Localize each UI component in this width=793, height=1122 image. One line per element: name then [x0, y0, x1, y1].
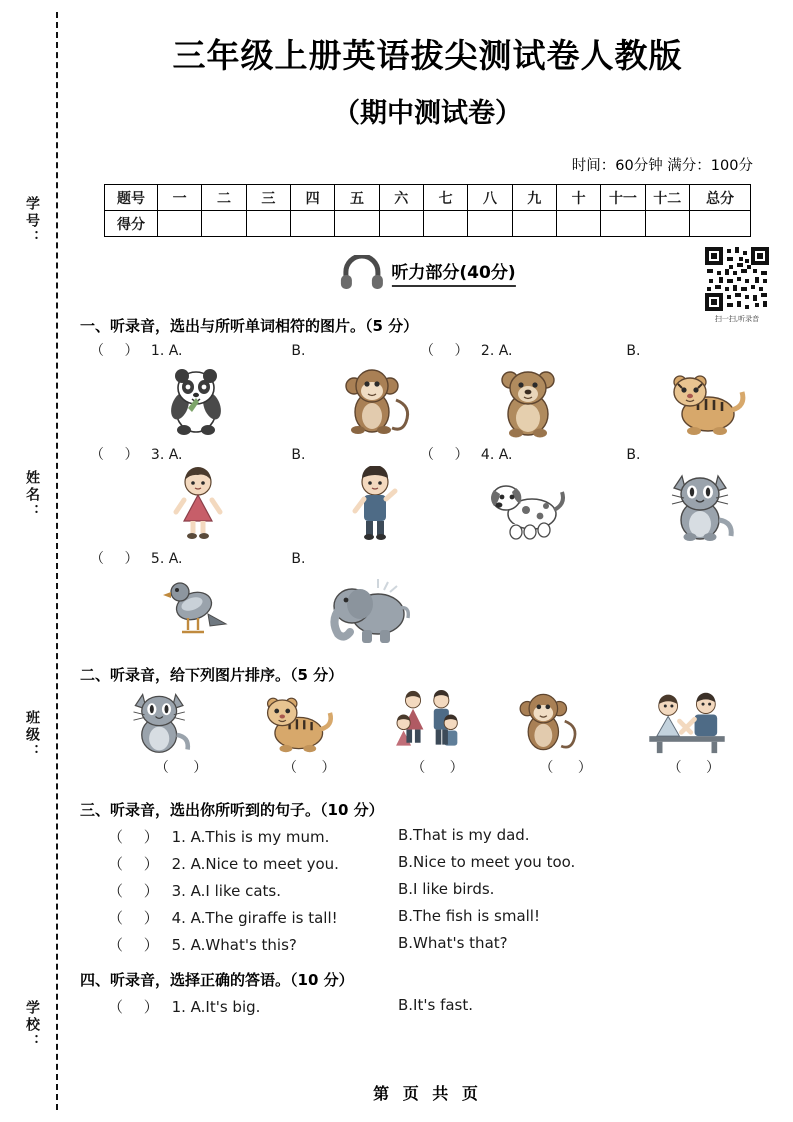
- margin-label-student-id: 学号：: [24, 196, 40, 247]
- col-total: 总分: [690, 185, 751, 211]
- score-cell-11[interactable]: [601, 211, 645, 237]
- section-3-heading: 三、听录音，选出你所听到的句子。（10 分）: [80, 801, 384, 819]
- option-b[interactable]: B.Nice to meet you too.: [398, 853, 576, 871]
- qr-caption: 扫一扫,听录音: [714, 315, 760, 323]
- option-b-label[interactable]: B.: [291, 551, 306, 567]
- option-a-label[interactable]: A.: [498, 447, 513, 463]
- margin-label-school: 学校：: [24, 1000, 40, 1051]
- dashed-fold-line: [56, 12, 58, 1110]
- option-a[interactable]: [108, 907, 398, 928]
- col-10: 十: [556, 185, 600, 211]
- question-5-pictures: [90, 568, 420, 646]
- question-number: 2.: [171, 855, 186, 873]
- section-1-row-2: [90, 444, 793, 542]
- option-a-text[interactable]: A.What's this?: [190, 936, 297, 954]
- section-4-item-1: [108, 996, 793, 1017]
- picture-dog: [480, 464, 576, 542]
- option-b[interactable]: B.What's that?: [398, 934, 508, 952]
- section-1-heading: 一、听录音，选出与所听单词相符的图片。（5 分）: [80, 317, 419, 335]
- option-a[interactable]: [108, 934, 398, 955]
- question-4: [420, 444, 750, 542]
- exam-page: [62, 0, 793, 1122]
- question-number: 4.: [171, 909, 186, 927]
- col-9: 九: [512, 185, 556, 211]
- answer-blank[interactable]: （ ）: [90, 343, 147, 359]
- picture-bear: [484, 360, 574, 438]
- question-1: [90, 340, 420, 438]
- option-b-label[interactable]: B.: [626, 343, 641, 359]
- question-1-labels: [90, 340, 420, 360]
- picture-cat: [126, 689, 246, 755]
- question-5: [90, 548, 420, 646]
- option-b-label[interactable]: B.: [626, 447, 641, 463]
- margin-label-class: 班级：: [24, 710, 40, 761]
- option-a-text[interactable]: A.It's big.: [190, 998, 261, 1016]
- option-b-label[interactable]: B.: [291, 447, 306, 463]
- score-cell-1[interactable]: [158, 211, 202, 237]
- question-number: 1.: [171, 998, 186, 1016]
- score-table: [104, 184, 751, 237]
- score-cell-4[interactable]: [290, 211, 334, 237]
- section-3-item-3: [108, 880, 793, 901]
- question-3-pictures: [90, 464, 420, 542]
- question-number: 3.: [171, 882, 186, 900]
- row-label-score: 得分: [105, 211, 158, 237]
- picture-girl: [152, 464, 243, 542]
- qr-code-block[interactable]: [699, 245, 775, 324]
- picture-two-boys: [639, 689, 759, 755]
- question-number: 5.: [150, 551, 165, 567]
- score-cell-6[interactable]: [379, 211, 423, 237]
- picture-panda: [150, 360, 241, 438]
- picture-monkey: [511, 689, 631, 755]
- question-number: 4.: [480, 447, 495, 463]
- question-2: [420, 340, 750, 438]
- section-3-item-2: [108, 853, 793, 874]
- table-row-header: [105, 185, 751, 211]
- col-11: 十一: [601, 185, 645, 211]
- question-3: [90, 444, 420, 542]
- col-7: 七: [423, 185, 467, 211]
- question-5-labels: [90, 548, 420, 568]
- answer-blank[interactable]: （ ）: [108, 998, 167, 1016]
- margin-label-name: 姓名：: [24, 470, 40, 521]
- table-row-score: [105, 211, 751, 237]
- score-cell-2[interactable]: [202, 211, 246, 237]
- left-margin: [0, 0, 62, 1122]
- picture-boy: [329, 464, 420, 542]
- score-cell-3[interactable]: [246, 211, 290, 237]
- listening-banner: [62, 251, 793, 323]
- exam-meta: 时间：60分钟 满分：100分: [571, 158, 753, 174]
- qr-code-icon[interactable]: [703, 245, 771, 313]
- option-a-label[interactable]: A.: [168, 343, 183, 359]
- question-number: 1.: [150, 343, 165, 359]
- question-4-pictures: [420, 464, 750, 542]
- score-cell-10[interactable]: [556, 211, 600, 237]
- answer-blank[interactable]: （ ）: [420, 343, 477, 359]
- section-4-heading: 四、听录音，选择正确的答语。（10 分）: [80, 971, 354, 989]
- answer-blank[interactable]: （ ）: [108, 882, 167, 900]
- question-3-labels: [90, 444, 420, 464]
- col-1: 一: [158, 185, 202, 211]
- answer-blank[interactable]: （ ）: [108, 828, 167, 846]
- score-cell-5[interactable]: [335, 211, 379, 237]
- question-number: 3.: [150, 447, 165, 463]
- page-title: 三年级上册英语拔尖测试卷人教版: [172, 36, 683, 75]
- picture-cat: [654, 464, 750, 542]
- option-a[interactable]: [108, 996, 398, 1017]
- answer-blank[interactable]: （ ）: [420, 447, 477, 463]
- section-2-answer-boxes: [122, 757, 763, 777]
- option-a[interactable]: [108, 853, 398, 874]
- answer-blank[interactable]: （ ）: [90, 551, 147, 567]
- question-4-labels: [420, 444, 750, 464]
- col-12: 十二: [645, 185, 689, 211]
- option-a-text[interactable]: A.This is my mum.: [190, 828, 330, 846]
- option-a-text[interactable]: A.The giraffe is tall!: [190, 909, 338, 927]
- question-2-pictures: [420, 360, 750, 438]
- picture-family: [382, 689, 502, 755]
- picture-elephant: [326, 568, 420, 646]
- col-8: 八: [468, 185, 512, 211]
- col-3: 三: [246, 185, 290, 211]
- page-footer: 第 页 共 页: [373, 1084, 482, 1103]
- section-1-row-1: [90, 340, 793, 438]
- question-number: 5.: [171, 936, 186, 954]
- section-2-heading: 二、听录音，给下列图片排序。（5 分）: [80, 666, 344, 684]
- section-3-item-4: [108, 907, 793, 928]
- score-cell-12[interactable]: [645, 211, 689, 237]
- section-1-row-3: [90, 548, 793, 646]
- option-a-label[interactable]: A.: [168, 447, 183, 463]
- listening-banner-label: 听力部分(40分): [391, 258, 515, 287]
- answer-blank[interactable]: （ ）: [667, 760, 731, 776]
- col-2: 二: [202, 185, 246, 211]
- option-a-text[interactable]: A.Nice to meet you.: [190, 855, 339, 873]
- question-2-labels: [420, 340, 750, 360]
- option-b[interactable]: B.It's fast.: [398, 996, 474, 1014]
- col-5: 五: [335, 185, 379, 211]
- option-b[interactable]: B.That is my dad.: [398, 826, 530, 844]
- answer-blank[interactable]: （ ）: [154, 760, 218, 776]
- row-label-question-no: 题号: [105, 185, 158, 211]
- col-4: 四: [290, 185, 334, 211]
- option-a[interactable]: [108, 880, 398, 901]
- headphones-icon: [339, 255, 383, 289]
- col-6: 六: [379, 185, 423, 211]
- picture-monkey: [329, 360, 420, 438]
- answer-blank[interactable]: （ ）: [283, 760, 346, 776]
- answer-blank[interactable]: （ ）: [108, 936, 167, 954]
- option-a[interactable]: [108, 826, 398, 847]
- picture-tiger: [254, 689, 374, 755]
- answer-blank[interactable]: （ ）: [108, 855, 167, 873]
- option-b[interactable]: B.The fish is small!: [398, 907, 540, 925]
- question-number: 1.: [171, 828, 186, 846]
- score-cell-total[interactable]: [690, 211, 751, 237]
- question-number: 2.: [480, 343, 495, 359]
- section-2-pictures: [122, 689, 763, 755]
- option-a-label[interactable]: A.: [168, 551, 183, 567]
- picture-bird: [152, 568, 240, 646]
- section-3-item-5: [108, 934, 793, 955]
- option-a-text[interactable]: A.I like cats.: [190, 882, 282, 900]
- score-cell-7[interactable]: [423, 211, 467, 237]
- answer-blank[interactable]: （ ）: [90, 447, 147, 463]
- answer-blank[interactable]: （ ）: [108, 909, 167, 927]
- option-b-label[interactable]: B.: [291, 343, 306, 359]
- score-cell-8[interactable]: [468, 211, 512, 237]
- answer-blank[interactable]: （ ）: [411, 760, 474, 776]
- score-cell-9[interactable]: [512, 211, 556, 237]
- option-b[interactable]: B.I like birds.: [398, 880, 495, 898]
- answer-blank[interactable]: （ ）: [539, 760, 602, 776]
- page-subtitle: （期中测试卷）: [333, 98, 522, 129]
- picture-tiger: [660, 360, 750, 438]
- question-1-pictures: [90, 360, 420, 438]
- option-a-label[interactable]: A.: [498, 343, 513, 359]
- section-3-item-1: [108, 826, 793, 847]
